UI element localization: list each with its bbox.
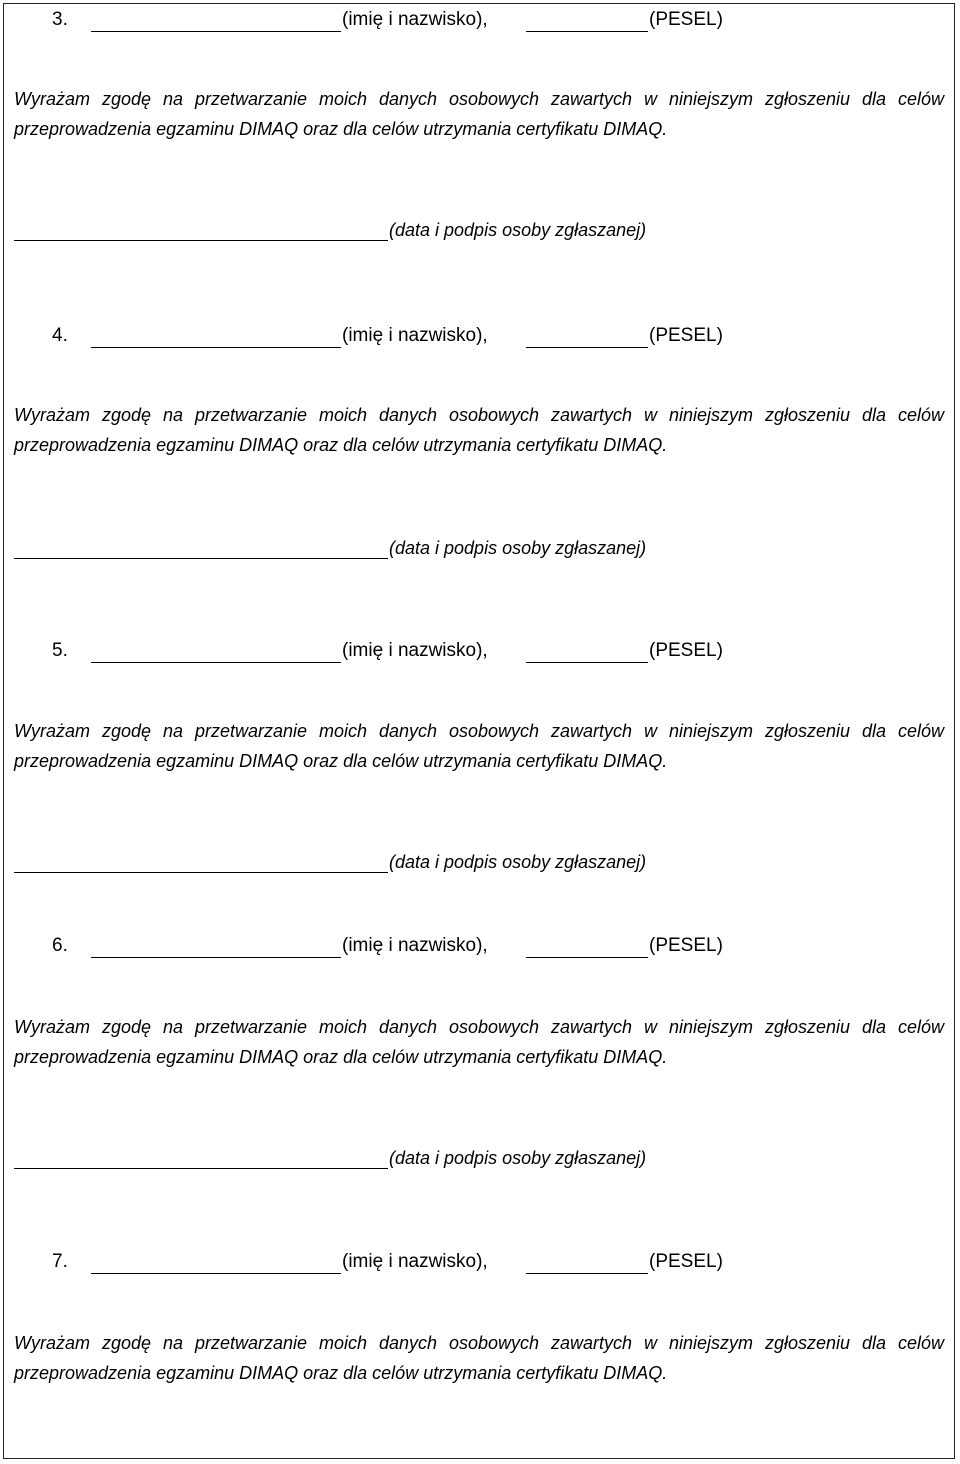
pesel-label: (PESEL) (649, 935, 723, 956)
name-field[interactable] (91, 325, 341, 348)
entry-number: 6. (52, 935, 68, 956)
entry-number: 7. (52, 1251, 68, 1272)
name-label: (imię i nazwisko), (342, 325, 488, 346)
signature-field[interactable] (14, 218, 388, 241)
pesel-field[interactable] (526, 935, 648, 958)
consent-statement: Wyrażam zgodę na przetwarzanie moich danych osobowych zawartych w niniejszym zgłoszeniu dla celów przeprowadzenia egzaminu DIMAQ oraz dla celów utrzymania certyfikatu DIMAQ. (14, 405, 944, 455)
pesel-label: (PESEL) (649, 325, 723, 346)
consent-statement: Wyrażam zgodę na przetwarzanie moich danych osobowych zawartych w niniejszym zgłoszeniu dla celów przeprowadzenia egzaminu DIMAQ oraz dla celów utrzymania certyfikatu DIMAQ. (14, 89, 944, 139)
signature-field[interactable] (14, 1146, 388, 1169)
consent-statement: Wyrażam zgodę na przetwarzanie moich danych osobowych zawartych w niniejszym zgłoszeniu dla celów przeprowadzenia egzaminu DIMAQ oraz dla celów utrzymania certyfikatu DIMAQ. (14, 1333, 944, 1383)
pesel-label: (PESEL) (649, 9, 723, 30)
signature-field[interactable] (14, 536, 388, 559)
name-field[interactable] (91, 640, 341, 663)
signature-label: (data i podpis osoby zgłaszanej) (389, 538, 647, 558)
pesel-field[interactable] (526, 1251, 648, 1274)
pesel-label: (PESEL) (649, 640, 723, 661)
name-label: (imię i nazwisko), (342, 9, 488, 30)
entry-number: 5. (52, 640, 68, 661)
pesel-field[interactable] (526, 9, 648, 32)
name-label: (imię i nazwisko), (342, 935, 488, 956)
consent-statement: Wyrażam zgodę na przetwarzanie moich danych osobowych zawartych w niniejszym zgłoszeniu dla celów przeprowadzenia egzaminu DIMAQ oraz dla celów utrzymania certyfikatu DIMAQ. (14, 1017, 944, 1067)
pesel-label: (PESEL) (649, 1251, 723, 1272)
signature-label: (data i podpis osoby zgłaszanej) (389, 220, 647, 240)
signature-field[interactable] (14, 850, 388, 873)
consent-statement: Wyrażam zgodę na przetwarzanie moich danych osobowych zawartych w niniejszym zgłoszeniu dla celów przeprowadzenia egzaminu DIMAQ oraz dla celów utrzymania certyfikatu DIMAQ. (14, 721, 944, 771)
name-label: (imię i nazwisko), (342, 640, 488, 661)
name-field[interactable] (91, 9, 341, 32)
signature-label: (data i podpis osoby zgłaszanej) (389, 852, 647, 872)
entry-number: 3. (52, 9, 68, 30)
name-field[interactable] (91, 935, 341, 958)
name-label: (imię i nazwisko), (342, 1251, 488, 1272)
signature-label: (data i podpis osoby zgłaszanej) (389, 1148, 647, 1168)
name-field[interactable] (91, 1251, 341, 1274)
entry-number: 4. (52, 325, 68, 346)
pesel-field[interactable] (526, 640, 648, 663)
pesel-field[interactable] (526, 325, 648, 348)
